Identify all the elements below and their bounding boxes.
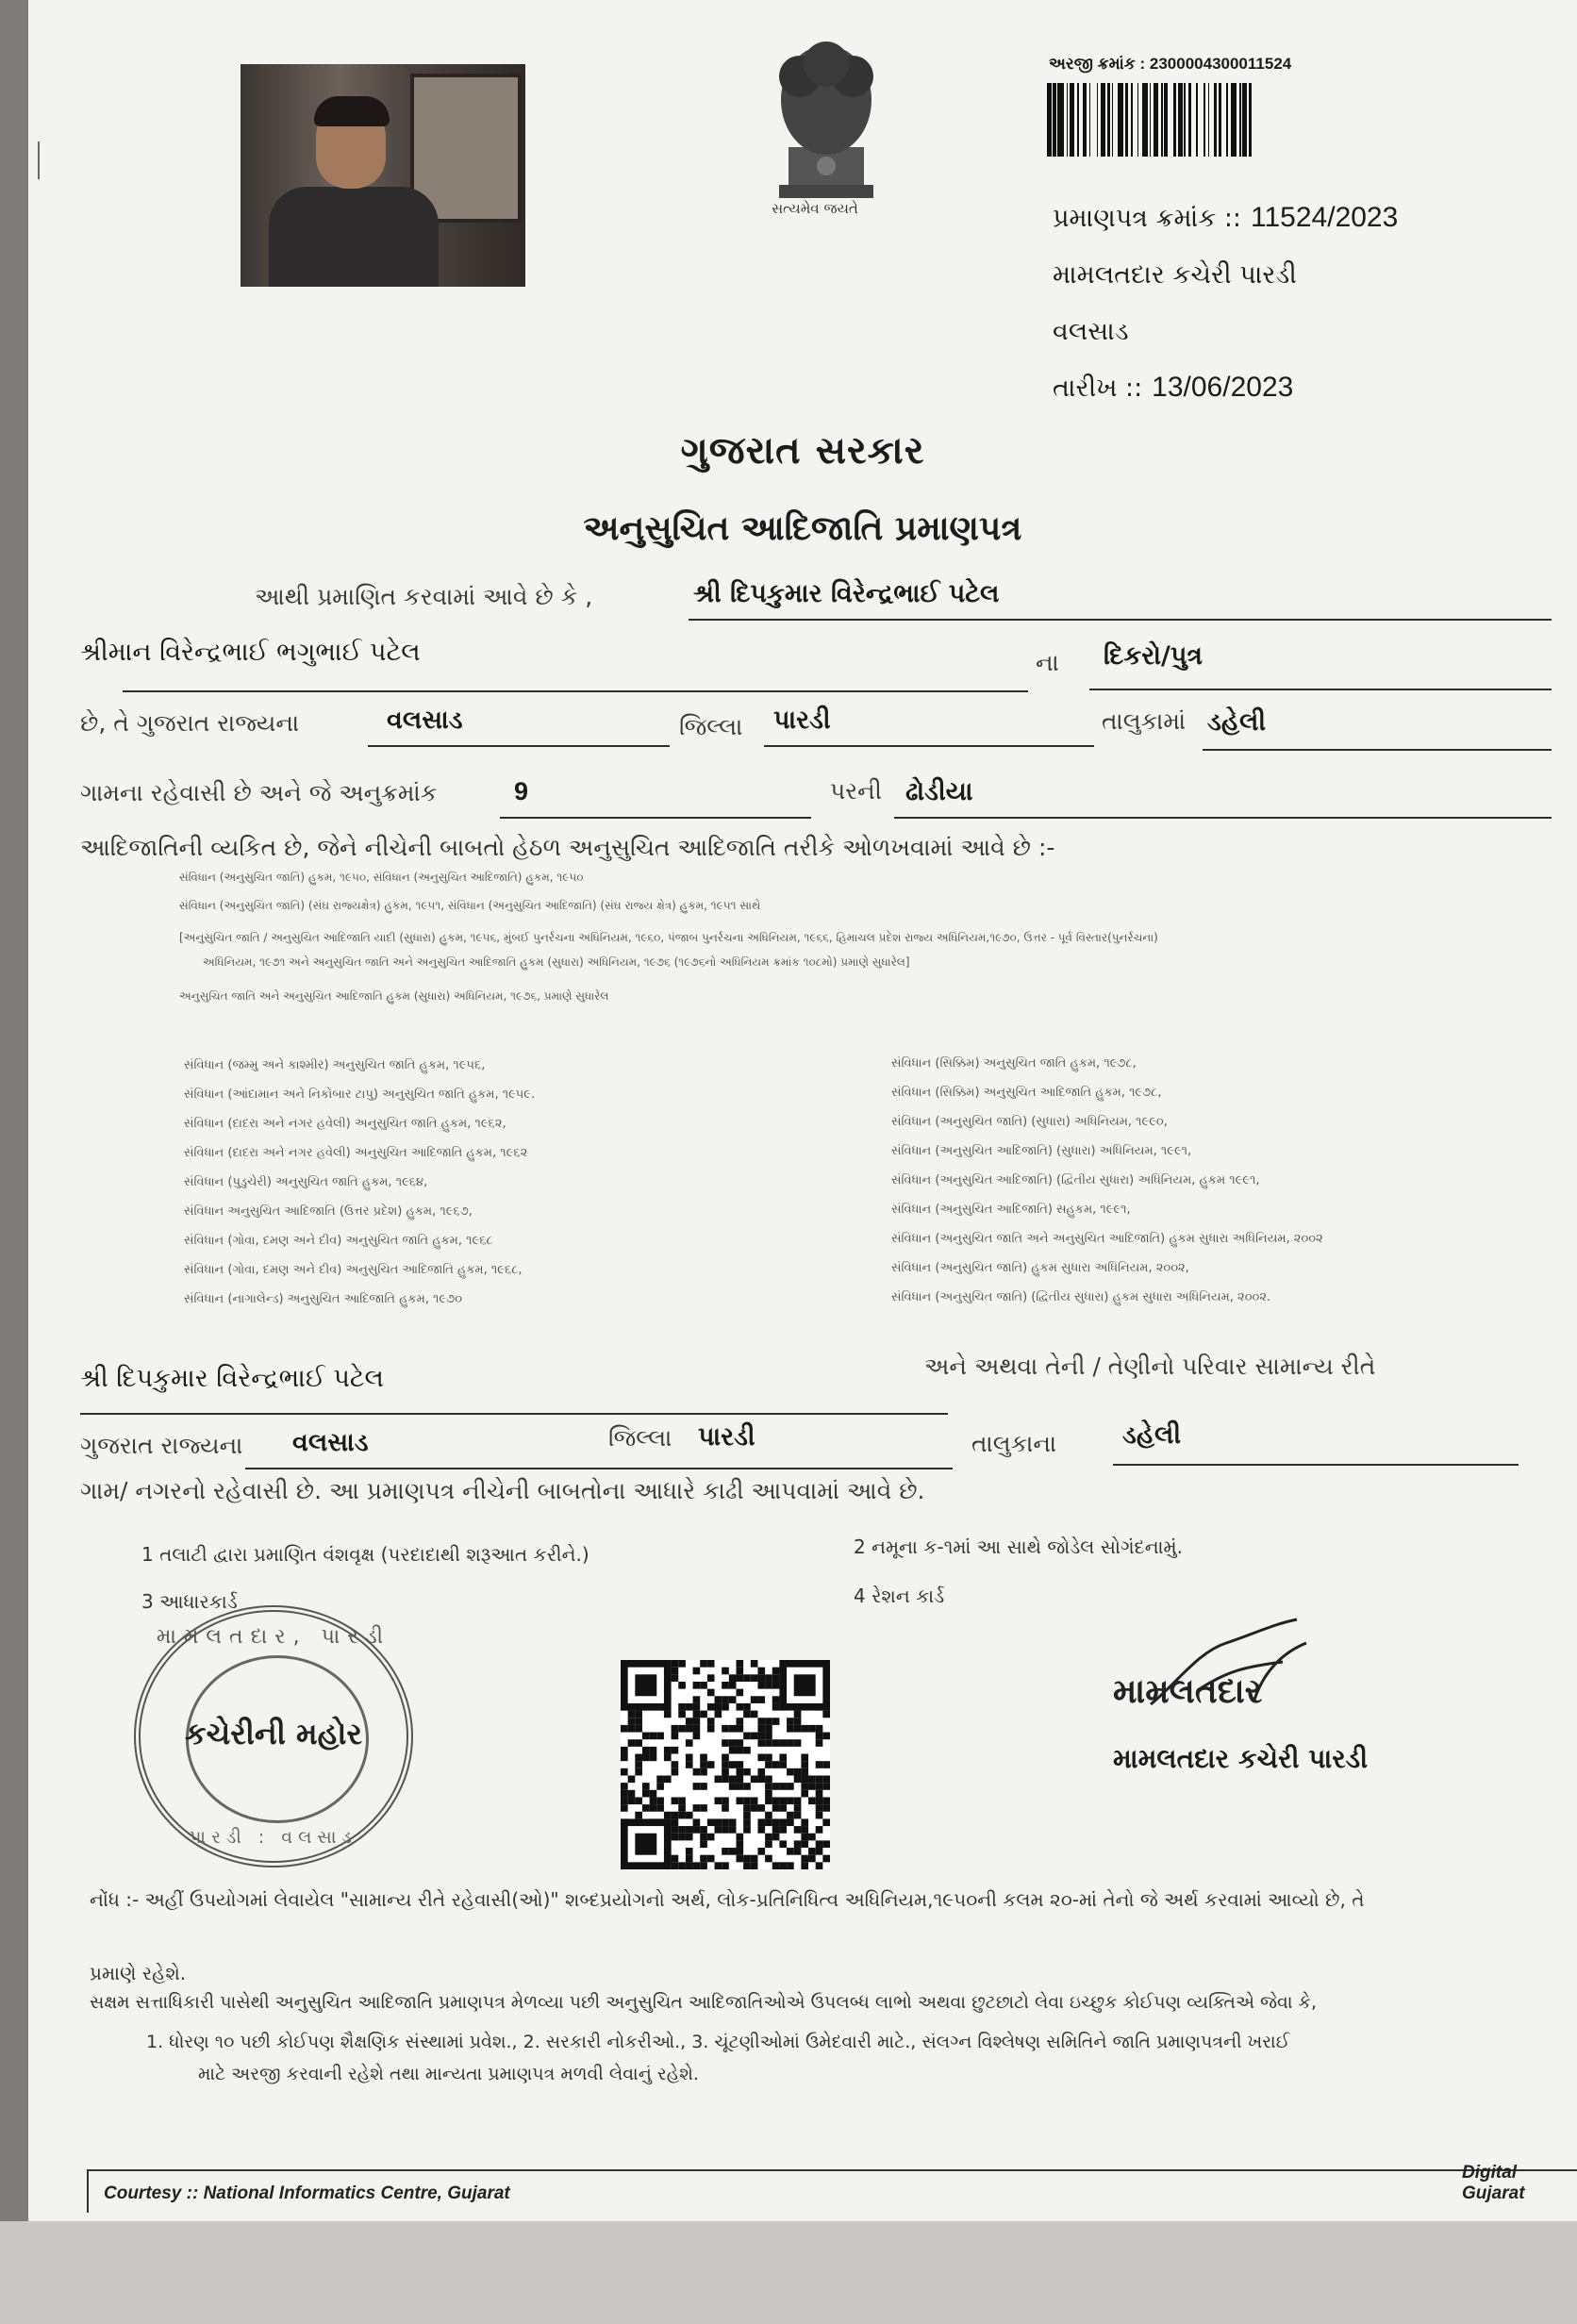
father-name: શ્રીમાન વિરેન્દ્રભાઈ ભગુભાઈ પટેલ (80, 638, 421, 667)
order-item: સંવિધાન (દાદરા અને નગર હવેલી) અનુસુચિત જાતિ હુકમ, ૧૯૬૨, (184, 1117, 506, 1131)
order-item: સંવિધાન (અનુસુચિત જાતિ અને અનુસુચિત આદિજાતિ) હુકમ સુધારા અધિનિયમ, ૨૦૦૨ (891, 1232, 1323, 1246)
orders-left-column (184, 1051, 535, 1314)
order-item: સંવિધાન (સિક્કિમ) અનુસુચિત જાતિ હુકમ, ૧૯૭૮, (891, 1056, 1137, 1071)
note-line: પ્રમાણે રહેશે. (90, 1962, 187, 1984)
background-surface (0, 2221, 1577, 2324)
issue-date: 13/06/2023 (1152, 372, 1294, 403)
order-item: સંવિધાન (અનુસુચિત આદિજાતિ) સહુકમ, ૧૯૯૧, (891, 1203, 1131, 1217)
residence-state-label: ગુજરાત રાજ્યના (80, 1432, 243, 1459)
relation: દિકરો/પુત્ર (1104, 641, 1203, 671)
order-item: સંવિધાન (અનુસુચિત જાતિ) (દ્વિતીય સુધારા) હુકમ સુધારા અધિનિયમ, ૨૦૦૨. (891, 1290, 1271, 1304)
document-item: 1 તલાટી દ્વારા પ્રમાણિત વંશવૃક્ષ (પરદાદાથી શરૂઆત કરીને.) (141, 1543, 589, 1566)
issue-date-label: તારીખ :: (1053, 374, 1143, 403)
residence-taluka: પારડી (698, 1422, 755, 1452)
order-item: સંવિધાન (સિક્કિમ) અનુસુચિત આદિજાતિ હુકમ, ૧૯૭૮, (891, 1086, 1162, 1100)
par-label: પરની (830, 777, 882, 805)
issuing-district: વલસાડ (1053, 317, 1129, 346)
signatory-title: મામલતદાર (1113, 1671, 1263, 1711)
order-line: અનુસુચિત જાતિ અને અનુસુચિત આદિજાતિ હુકમ (સુધારા) અધિનિયમ, ૧૯૭૬, પ્રમાણે સુધારેલ (179, 989, 609, 1003)
district-label: જિલ્લા (679, 713, 743, 740)
qr-code (621, 1660, 830, 1869)
order-item: સંવિધાન (જમ્મુ અને કાશ્મીર) અનુસુચિત જાતિ હુકમ, ૧૯૫૬, (184, 1058, 486, 1072)
orders-right-column (891, 1049, 1323, 1312)
village-value: ડહેલી (1207, 707, 1267, 737)
issue-date-line (1053, 372, 1293, 404)
residence-district: વલસાડ (292, 1428, 369, 1457)
resident-label: ગામના રહેવાસી છે અને જે અનુક્રમાંક (80, 779, 438, 806)
seal-ring-text: મામલતદાર, પારડી (156, 1625, 391, 1649)
of-label: ના (1036, 649, 1059, 676)
family-text: અને અથવા તેની / તેણીનો પરિવાર સામાન્ય રીતે (924, 1353, 1376, 1380)
document-item: 3 આધારકાર્ડ (141, 1590, 238, 1613)
seal-ring-bottom-text: પારડી : વલસાડ (190, 1827, 357, 1848)
order-item: સંવિધાન (ગોવા, દમણ અને દીવ) અનુસુચિત આદિજાતિ હુકમ, ૧૯૬૮, (184, 1263, 523, 1277)
certificate-page (28, 0, 1577, 2221)
page-edge-mark (38, 141, 40, 179)
order-item: સંવિધાન (અનુસુચિત આદિજાતિ) (સુધારા) અધિનિયમ, ૧૯૯૧, (891, 1144, 1192, 1158)
government-title: ગુજરાત સરકાર (680, 429, 925, 473)
certificate-number-line (1053, 202, 1398, 234)
state-label: છે, તે ગુજરાત રાજ્યના (80, 709, 300, 737)
seal-label: કચેરીની મહોર (185, 1716, 362, 1751)
application-number: અરજી ક્રમાંક : 2300004300011524 (1049, 55, 1292, 73)
order-item: સંવિધાન (ગોવા, દમણ અને દીવ) અનુસુચિત જાતિ હુકમ, ૧૯૬૮ (184, 1234, 493, 1248)
residence-person-name: શ્રી દિપકુમાર વિરેન્દ્રભાઈ પટેલ (80, 1364, 384, 1393)
order-item: સંવિધાન (નાગાલેન્ડ) અનુસુચિત આદિજાતિ હુકમ, ૧૯૭૦ (184, 1292, 462, 1306)
digital-gujarat-text: Digital Gujarat (1462, 2163, 1525, 2203)
document-item: 4 રેશન કાર્ડ (854, 1585, 945, 1607)
order-line: [અનુસુચિત જાતિ / અનુસુચિત આદિજાતિ યાદી (સુધારા) હુકમ, ૧૯૫૬, મુંબઈ પુનર્રચના અધિનિયમ, ૧૯૬૦, પંજાબ પુનર્રચના અધિનિયમ, ૧૯૬૬, હિમાચલ પ્રદેશ રાજ્ય અધિનિયમ,૧૯૭૦, ઉત્તર - પૂર્વ વિસ્તાર(પુનર્રચના) (179, 931, 1158, 944)
office-seal (134, 1605, 413, 1868)
residence-district-label: જિલ્લા (608, 1424, 672, 1452)
note-line: માટે અરજી કરવાની રહેશે તથા માન્યતા પ્રમાણપત્ર મળવી લેવાનું રહેશે. (198, 2064, 699, 2084)
signatory-office: મામલતદાર કચેરી પારડી (1113, 1743, 1369, 1774)
residence-taluka-label: તાલુકાના (971, 1430, 1057, 1457)
tribe-name: ઢોડીયા (905, 777, 973, 806)
note-line: નોંધ :- અહીં ઉપયોગમાં લેવાયેલ "સામાન્ય રીતે રહેવાસી(ઓ)" શબ્દપ્રયોગનો અર્થ, લોક-પ્રતિનિધિત્વ અધિનિયમ,૧૯૫૦ની કલમ ૨૦-માં તેનો જે અર્થ કરવામાં આવ્યો છે, તે (90, 1888, 1365, 1911)
certificate-title: અનુસુચિત આદિજાતિ પ્રમાણપત્ર (583, 509, 1022, 548)
courtesy-text: Courtesy :: National Informatics Centre, Gujarat (104, 2183, 510, 2203)
basis-text: ગામ/ નગરનો રહેવાસી છે. આ પ્રમાણપત્ર નીચેની બાબતોના આધારે કાઢી આપવામાં આવે છે. (80, 1477, 925, 1504)
order-item: સંવિધાન (દાદરા અને નગર હવેલી) અનુસુચિત આદિજાતિ હુકમ, ૧૯૬૨ (184, 1146, 528, 1160)
residence-village: ડહેલી (1122, 1420, 1182, 1450)
document-item: 2 નમૂના ક-૧માં આ સાથે જોડેલ સોગંદનામું. (854, 1536, 1184, 1558)
order-item: સંવિધાન (પુડુચેરી) અનુસુચિત જાતિ હુકમ, ૧૯૬૪, (184, 1175, 428, 1189)
order-item: સંવિધાન (આંદામાન અને નિકોબાર ટાપુ) અનુસુચિત જાતિ હુકમ, ૧૯૫૯. (184, 1087, 536, 1102)
certificate-number: 11524/2023 (1251, 202, 1399, 233)
district-value: વલસાડ (387, 706, 463, 735)
taluka-label: તાલુકામાં (1102, 707, 1187, 735)
note-line: સક્ષમ સત્તાધિકારી પાસેથી અનુસુચિત આદિજાતિ પ્રમાણપત્ર મેળવ્યા પછી અનુસુચિત આદિજાતિઓએ ઉપલબ્ધ લાભો અથવા છુટછાટો લેવા ઇચ્છુક કોઈપણ વ્યક્તિએ જેવા કે, (90, 1992, 1317, 2013)
order-item: સંવિધાન અનુસુચિત આદિજાતિ (ઉત્તર પ્રદેશ) હુકમ, ૧૯૬૭, (184, 1204, 473, 1219)
national-emblem-icon (760, 34, 892, 223)
serial-number: 9 (514, 777, 529, 805)
tribal-text: આદિજાતિની વ્યકિત છે, જેને નીચેની બાબતો હેઠળ અનુસુચિત આદિજાતિ તરીકે ઓળખવામાં આવે છે :- (80, 834, 1055, 861)
certify-text: આથી પ્રમાણિત કરવામાં આવે છે કે , (255, 583, 593, 610)
issuing-office: મામલતદાર કચેરી પારડી (1053, 260, 1297, 290)
order-line: સંવિધાન (અનુસુચિત જાતિ) (સંઘ રાજ્યક્ષેત્ર) હુકમ, ૧૯૫૧, સંવિધાન (અનુસુચિત આદિજાતિ) (સંઘ રાજ્ય ક્ષેત્ર) હુકમ, ૧૯૫૧ સાથે (179, 899, 761, 912)
order-line: સંવિધાન (અનુસુચિત જાતિ) હુકમ, ૧૯૫૦, સંવિધાન (અનુસુચિત આદિજાતિ) હુકમ, ૧૯૫૦ (179, 871, 584, 884)
applicant-name: શ્રી દિપકુમાર વિરેન્દ્રભાઈ પટેલ (693, 579, 1000, 608)
order-line: અધિનિયમ, ૧૯૭૧ અને અનુસુચિત જાતિ અને અનુસુચિત આદિજાતિ હુકમ (સુધારા) અધિનિયમ, ૧૯૭૬ (૧૯૭૬નો અધિનિયમ ક્રમાંક ૧૦૮મો) પ્રમાણે સુધારેલ] (203, 955, 910, 969)
order-item: સંવિધાન (અનુસુચિત જાતિ) હુકમ સુધારા અધિનિયમ, ૨૦૦૨, (891, 1261, 1189, 1275)
barcode (1047, 83, 1394, 157)
emblem-caption: સત્યમેવ જયતે (772, 200, 858, 217)
order-item: સંવિધાન (અનુસુચિત આદિજાતિ) (દ્વિતીય સુધારા) અધિનિયમ, હુકમ ૧૯૯૧, (891, 1173, 1260, 1187)
certificate-number-label: પ્રમાણપત્ર ક્રમાંક :: (1053, 204, 1242, 233)
note-line: 1. ધોરણ ૧૦ પછી કોઈપણ શૈક્ષણિક સંસ્થામાં પ્રવેશ., 2. સરકારી નોકરીઓ., 3. ચૂંટણીઓમાં ઉમેદવારી માટે., સંલગ્ન વિશ્લેષણ સમિતિને જાતિ પ્રમાણપત્રની ખરાઈ (146, 2032, 1290, 2052)
taluka-value: પારડી (773, 706, 831, 735)
applicant-photo (241, 64, 525, 287)
order-item: સંવિધાન (અનુસુચિત જાતિ) (સુધારા) અધિનિયમ, ૧૯૯૦, (891, 1115, 1168, 1129)
